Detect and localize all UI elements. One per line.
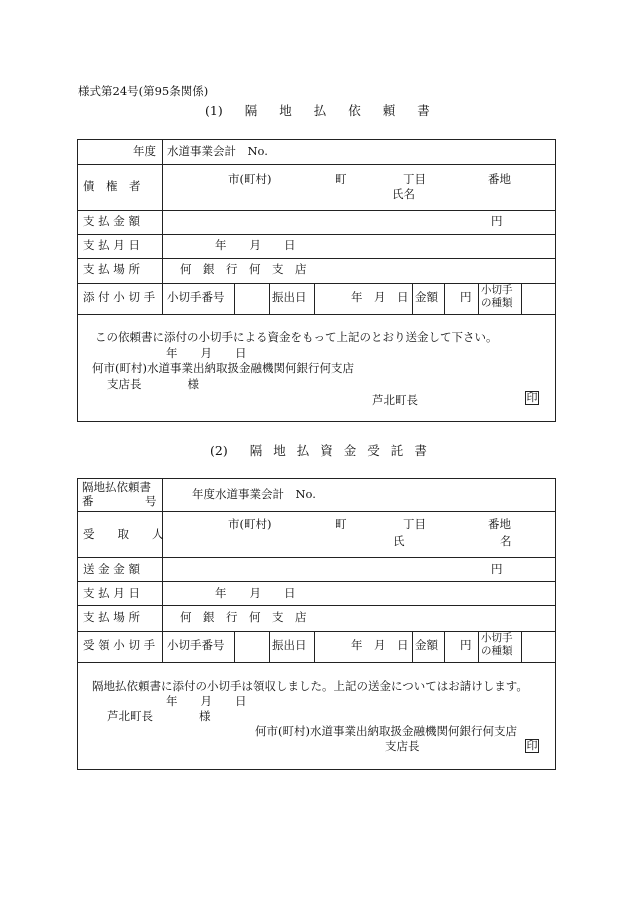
request-ref-label: 番 (82, 494, 94, 508)
issue-ymd: 年 月 日 (351, 638, 409, 652)
section2-title-char: 託 (390, 443, 404, 458)
section2-title-char: 書 (414, 443, 427, 458)
recipient-mei: 名 (500, 534, 512, 548)
section1-title-char: 依 (348, 103, 361, 118)
creditor-label: 債 権 者 (83, 179, 141, 193)
section1-title-char: 頼 (382, 103, 396, 118)
check-type-label: 小切手 (481, 632, 513, 644)
pay-place-label: 支 払 場 所 (83, 262, 140, 276)
recipient-town: 町 (335, 517, 347, 531)
request-date: 年 月 日 (166, 346, 247, 360)
received-check-label: 受 領 小 切 手 (83, 638, 156, 652)
section2-title (210, 445, 427, 458)
recipient-label: 受 取 人 (83, 527, 164, 541)
section1-title-text (245, 103, 430, 118)
issue-date-label: 振出日 (272, 290, 307, 304)
pay-place-value: 何 銀 行 何 支 店 (180, 610, 307, 624)
pay-place-value: 何 銀 行 何 支 店 (180, 262, 307, 276)
recipient-shi: 氏 (393, 534, 405, 548)
issue-ymd: 年 月 日 (351, 290, 409, 304)
remit-amount-label: 送 金 金 額 (83, 562, 140, 576)
yen-label: 円 (460, 638, 472, 652)
request-bank: 何市(町村)水道事業出納取扱金融機関何銀行何支店 (92, 361, 354, 375)
receipt-addressee: 芦北町長 様 (107, 709, 211, 723)
recipient-banchi: 番地 (488, 517, 511, 531)
receipt-text: 隔地払依頼書に添付の小切手は領収しました。上記の送金についてはお請けします。 (92, 679, 528, 693)
remit-amount-unit: 円 (491, 562, 503, 576)
request-manager: 支店長 様 (107, 377, 199, 391)
pay-date-label: 支 払 月 日 (83, 586, 140, 600)
seal-mark: 印 (526, 739, 538, 752)
pay-date-value: 年 月 日 (215, 238, 296, 252)
amount-label: 支 払 金 額 (83, 214, 140, 228)
kingaku-label: 金額 (415, 638, 438, 652)
attached-check-label: 添 付 小 切 手 (83, 290, 156, 304)
creditor-name: 氏名 (392, 187, 415, 201)
section1-title-char: 書 (417, 103, 430, 118)
year-label: 年度 (133, 144, 156, 158)
section2-number: (2) (210, 443, 228, 458)
section2-title-char: 金 (343, 443, 357, 458)
kingaku-label: 金額 (415, 290, 438, 304)
receipt-date: 年 月 日 (166, 694, 247, 708)
section1-title-char: 払 (313, 103, 327, 118)
recipient-city: 市(町村) (228, 517, 272, 531)
section1-title-char: 地 (279, 103, 292, 118)
check-number-label: 小切手番号 (167, 290, 225, 304)
request-signer: 芦北町長 (372, 393, 418, 407)
creditor-town: 町 (335, 172, 347, 186)
check-type-label: 小切手 (481, 284, 513, 296)
form-number-label: 様式第24号(第95条関係) (78, 84, 209, 98)
request-ref-label: 号 (145, 494, 157, 508)
check-number-label: 小切手番号 (167, 638, 225, 652)
pay-place-label: 支 払 場 所 (83, 610, 140, 624)
receipt-bank: 何市(町村)水道事業出納取扱金融機関何銀行何支店 (255, 724, 517, 738)
pay-date-value: 年 月 日 (215, 586, 296, 600)
pay-date-label: 支 払 月 日 (83, 238, 140, 252)
check-type-label: の種類 (481, 297, 513, 309)
receipt-manager: 支店長 (385, 739, 420, 753)
check-type-label: の種類 (481, 645, 513, 657)
section1-title-char: 隔 (244, 103, 258, 118)
seal-mark: 印 (526, 391, 538, 404)
creditor-chome: 丁目 (403, 172, 426, 186)
section2-title-text (250, 443, 427, 458)
creditor-banchi: 番地 (488, 172, 511, 186)
section2-title-char: 地 (273, 443, 286, 458)
creditor-city: 市(町村) (228, 172, 272, 186)
request-ref-label: 隔地払依頼書 (82, 480, 151, 494)
yen-label: 円 (460, 290, 472, 304)
section1-number: (1) (205, 103, 223, 118)
section2-title-char: 隔 (249, 443, 263, 458)
section1-title (205, 105, 430, 118)
amount-unit: 円 (491, 214, 503, 228)
section2-title-char: 受 (367, 443, 380, 458)
issue-date-label: 振出日 (272, 638, 307, 652)
request-ref-value: 年度水道事業会計 No. (192, 487, 316, 501)
section2-title-char: 払 (296, 443, 310, 458)
recipient-chome: 丁目 (403, 517, 426, 531)
year-value: 水道事業会計 No. (167, 144, 268, 158)
request-text: この依頼書に添付の小切手による資金をもって上記のとおり送金して下さい。 (95, 330, 498, 344)
section2-title-char: 資 (320, 443, 333, 458)
